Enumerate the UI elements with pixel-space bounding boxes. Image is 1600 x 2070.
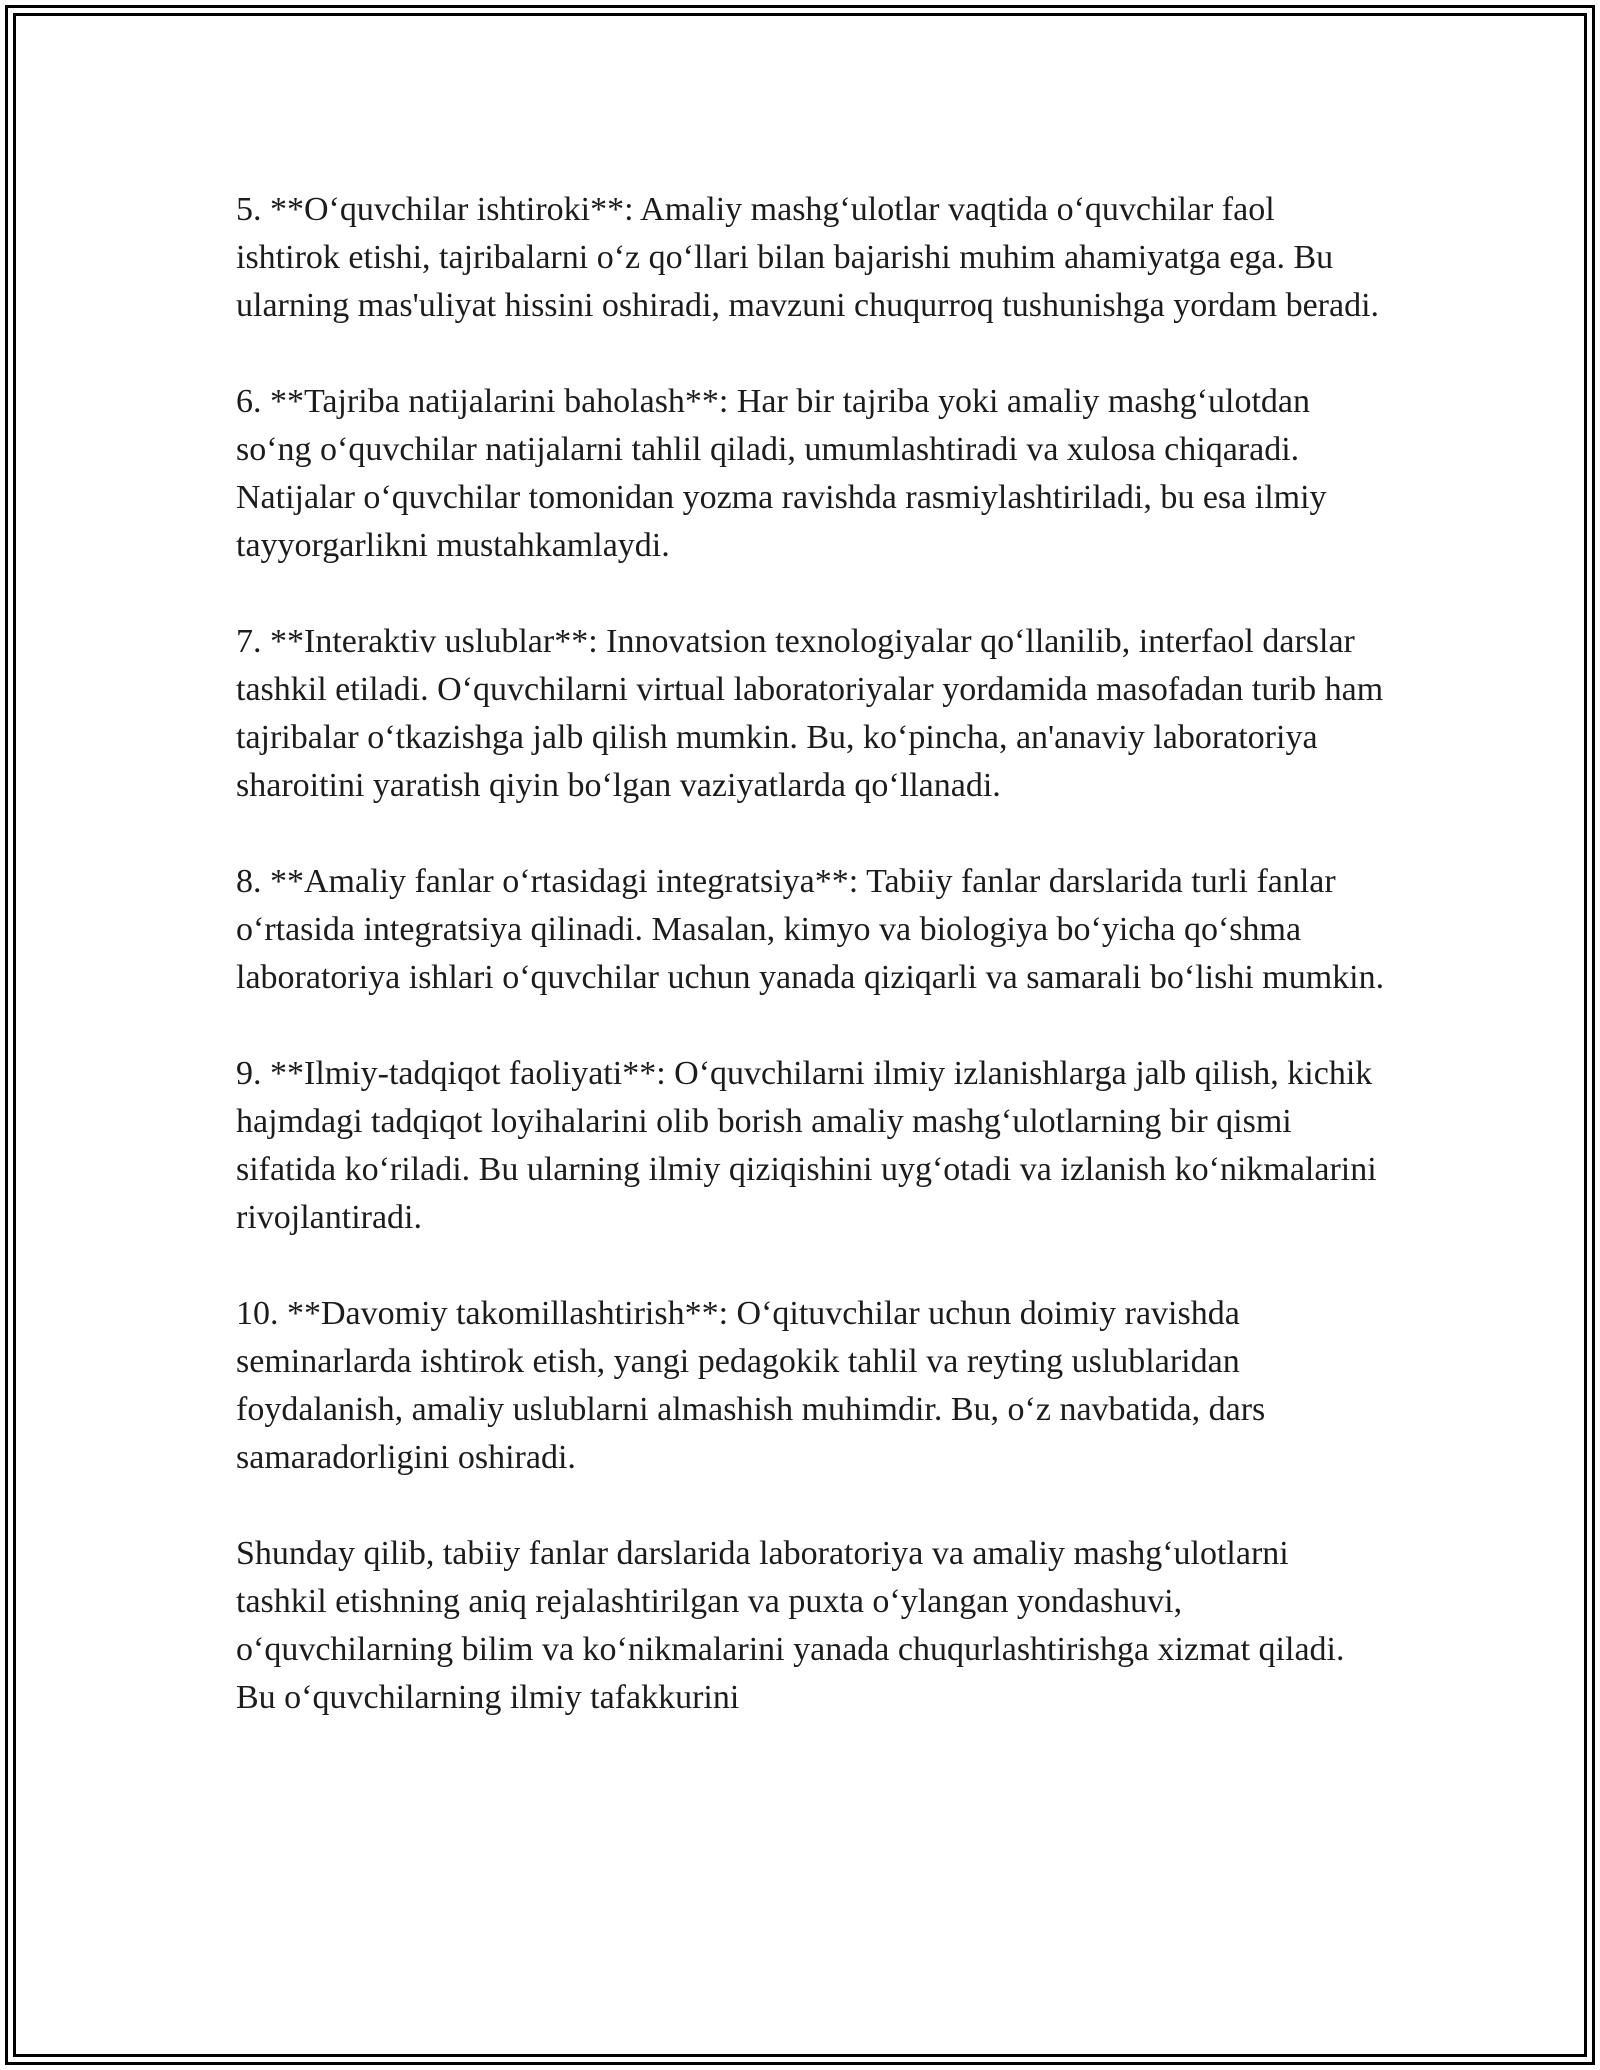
paragraph-item-9: 9. **Ilmiy-tadqiqot faoliyati**: O‘quvchilarni ilmiy izlanishlarga jalb qilish, kichik hajmdagi tadqiqot loyihalarini olib borish amaliy mashg‘ulotlarning bir qismi sifatida ko‘riladi. Bu ularning ilmiy qiziqishini uyg‘otadi va izlanish ko‘nikmalarini rivojlantiradi. [236, 1055, 1377, 1236]
document-body [236, 186, 1386, 1722]
paragraph-conclusion: Shunday qilib, tabiiy fanlar darslarida laboratoriya va amaliy mashg‘ulotlarni tashkil etishning aniq rejalashtirilgan va puxta o‘ylangan yondashuvi, o‘quvchilarning bilim va ko‘nikmalarini yanada chuqurlashtirishga xizmat qiladi. Bu o‘quvchilarning ilmiy tafakkurini [236, 1535, 1345, 1716]
paragraph-item-8: 8. **Amaliy fanlar o‘rtasidagi integratsiya**: Tabiiy fanlar darslarida turli fanlar o‘rtasida integratsiya qilinadi. Masalan, kimyo va biologiya bo‘yicha qo‘shma laboratoriya ishlari o‘quvchilar uchun yanada qiziqarli va samarali bo‘lishi mumkin. [236, 863, 1385, 996]
paragraph-item-10: 10. **Davomiy takomillashtirish**: O‘qituvchilar uchun doimiy ravishda seminarlarda ishtirok etish, yangi pedagokik tahlil va reyting uslublaridan foydalanish, amaliy uslublarni almashish muhimdir. Bu, o‘z navbatida, dars samaradorligini oshiradi. [236, 1295, 1266, 1476]
paragraph-item-6: 6. **Tajriba natijalarini baholash**: Har bir tajriba yoki amaliy mashg‘ulotdan so‘ng o‘quvchilar natijalarni tahlil qiladi, umumlashtiradi va xulosa chiqaradi. Natijalar o‘quvchilar tomonidan yozma ravishda rasmiylashtiriladi, bu esa ilmiy tayyorgarlikni mustahkamlaydi. [236, 383, 1327, 564]
paragraph-item-7: 7. **Interaktiv uslublar**: Innovatsion texnologiyalar qo‘llanilib, interfaol darslar tashkil etiladi. O‘quvchilarni virtual laboratoriyalar yordamida masofadan turib ham tajribalar o‘tkazishga jalb qilish mumkin. Bu, ko‘pincha, an'anaviy laboratoriya sharoitini yaratish qiyin bo‘lgan vaziyatlarda qo‘llanadi. [236, 623, 1384, 804]
paragraph-item-5: 5. **O‘quvchilar ishtiroki**: Amaliy mashg‘ulotlar vaqtida o‘quvchilar faol ishtirok etishi, tajribalarni o‘z qo‘llari bilan bajarishi muhim ahamiyatga ega. Bu ularning mas'uliyat hissini oshiradi, mavzuni chuqurroq tushunishga yordam beradi. [236, 191, 1380, 324]
